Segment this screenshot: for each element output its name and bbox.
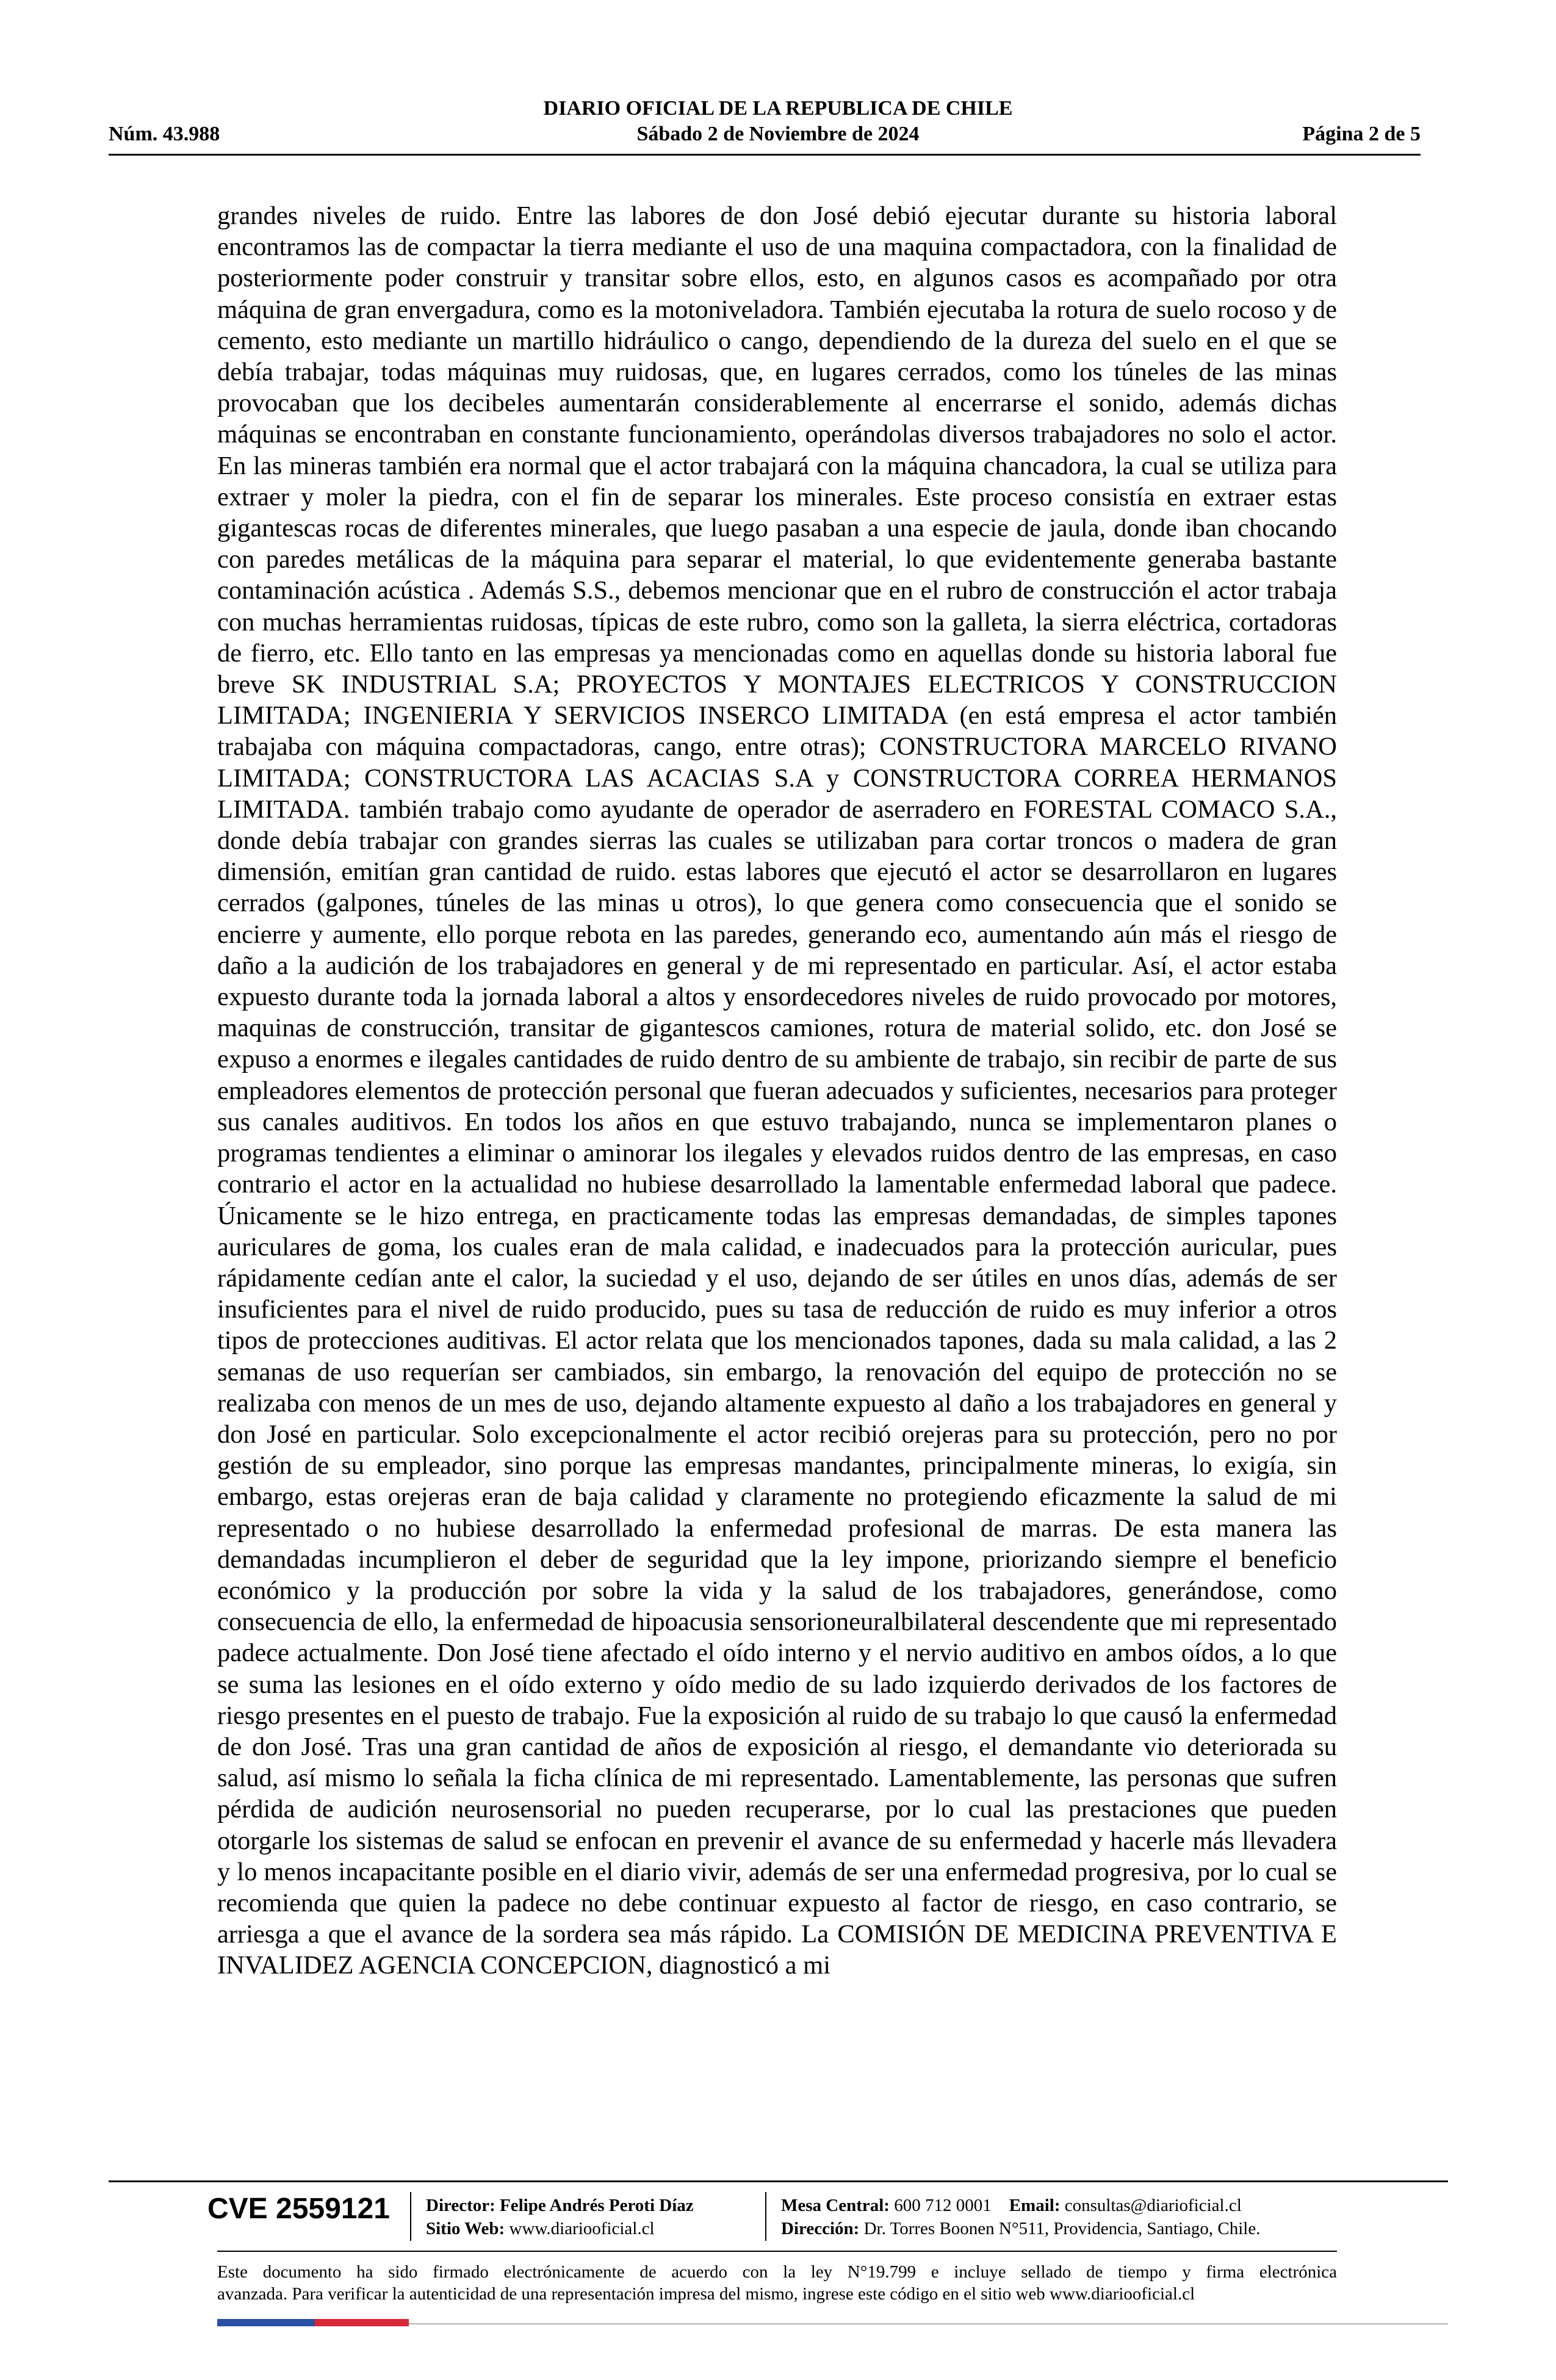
footer-website	[426, 2218, 655, 2240]
signature-notice-line1: Este documento ha sido firmado electrónicamente de acuerdo con la ley N°19.799 e incluye sellado de tiempo y firma electrónica	[217, 2262, 1337, 2282]
issue-number: Núm. 43.988	[109, 123, 220, 145]
footer-separator	[765, 2192, 766, 2241]
signature-notice-line2: avanzada. Para verificar la autenticidad de una representación impresa del mismo, ingrese este código en el sitio web www.diariooficial.cl	[217, 2284, 1195, 2304]
website-link[interactable]: www.diariooficial.cl	[509, 2219, 655, 2238]
email-link[interactable]: consultas@diarioficial.cl	[1064, 2196, 1242, 2215]
website-label: Sitio Web:	[426, 2219, 505, 2238]
page-indicator: Página 2 de 5	[1302, 123, 1421, 145]
footer-contact	[781, 2194, 1242, 2216]
director-name: Felipe Andrés Peroti Díaz	[500, 2196, 694, 2215]
address-value: Dr. Torres Boonen N°511, Providencia, Santiago, Chile.	[863, 2219, 1261, 2238]
header-divider	[109, 154, 1421, 156]
footer-address	[781, 2218, 1260, 2240]
footer-director	[426, 2194, 694, 2216]
footer-divider-top	[109, 2180, 1448, 2182]
phone-value: 600 712 0001	[894, 2196, 992, 2215]
issue-date: Sábado 2 de Noviembre de 2024	[636, 123, 920, 145]
email-label: Email:	[1009, 2196, 1061, 2215]
newspaper-title: DIARIO OFICIAL DE LA REPUBLICA DE CHILE	[543, 97, 1013, 120]
address-label: Dirección:	[781, 2219, 860, 2238]
footer-divider-bottom	[409, 2323, 1448, 2324]
cve-code: CVE 2559121	[207, 2193, 390, 2225]
director-label: Director:	[426, 2196, 495, 2215]
body-paragraph: grandes niveles de ruido. Entre las labores de don José debió ejecutar durante su historia laboral encontramos las de compactar la tierra mediante el uso de una maquina compactadora, con la finalidad de posteriormente poder construir y transitar sobre ellos, esto, en algunos casos es acompañado por otra máquina de gran envergadura, como es la motoniveladora. También ejecutaba la rotura de suelo rocoso y de cemento, esto mediante un martillo hidráulico o cango, dependiendo de la dureza del suelo en el que se debía trabajar, todas máquinas muy ruidosas, que, en lugares cerrados, como los túneles de las minas provocaban que los decibeles aumentarán considerablemente al encerrarse el sonido, además dichas máquinas se encontraban en constante funcionamiento, operándolas diversos trabajadores no solo el actor. En las mineras también era normal que el actor trabajará con la máquina chancadora, la cual se utiliza para extraer y moler la piedra, con el fin de separar los minerales. Este proceso consistía en extraer estas gigantescas rocas de diferentes minerales, que luego pasaban a una especie de jaula, donde iban chocando con paredes metálicas de la máquina para separar el material, lo que evidentemente generaba bastante contaminación acústica . Además S.S., debemos mencionar que en el rubro de construcción el actor trabaja con muchas herramientas ruidosas, típicas de este rubro, como son la galleta, la sierra eléctrica, cortadoras de fierro, etc. Ello tanto en las empresas ya mencionadas como en aquellas donde su historia laboral fue breve SK INDUSTRIAL S.A; PROYECTOS Y MONTAJES ELECTRICOS Y CONSTRUCCION LIMITADA; INGENIERIA Y SERVICIOS INSERCO LIMITADA (en está empresa el actor también trabajaba con máquina compactadoras, cango, entre otras); CONSTRUCTORA MARCELO RIVANO LIMITADA; CONSTRUCTORA LAS ACACIAS S.A y CONSTRUCTORA CORREA HERMANOS LIMITADA. también trabajo como ayudante de operador de aserradero en FORESTAL COMACO S.A., donde debía trabajar con grandes sierras las cuales se utilizaban para cortar troncos o madera de gran dimensión, emitían gran cantidad de ruido. estas labores que ejecutó el actor se desarrollaron en lugares cerrados (galpones, túneles de las minas u otros), lo que genera como consecuencia que el sonido se encierre y aumente, ello porque rebota en las paredes, generando eco, aumentando aún más el riesgo de daño a la audición de los trabajadores en general y de mi representado en particular. Así, el actor estaba expuesto durante toda la jornada laboral a altos y ensordecedores niveles de ruido provocado por motores, maquinas de construcción, transitar de gigantescos camiones, rotura de material solido, etc. don José se expuso a enormes e ilegales cantidades de ruido dentro de su ambiente de trabajo, sin recibir de parte de sus empleadores elementos de protección personal que fueran adecuados y suficientes, necesarios para proteger sus canales auditivos. En todos los años en que estuvo trabajando, nunca se implementaron planes o programas tendientes a eliminar o aminorar los ilegales y elevados ruidos dentro de las empresas, en caso contrario el actor en la actualidad no hubiese desarrollado la lamentable enfermedad laboral que padece. Únicamente se le hizo entrega, en practicamente todas las empresas demandadas, de simples tapones auriculares de goma, los cuales eran de mala calidad, e inadecuados para la protección auricular, pues rápidamente cedían ante el calor, la suciedad y el uso, dejando de ser útiles en unos días, además de ser insuficientes para el nivel de ruido producido, pues su tasa de reducción de ruido es muy inferior a otros tipos de protecciones auditivas. El actor relata que los mencionados tapones, dada su mala calidad, a las 2 semanas de uso requerían ser cambiados, sin embargo, la renovación del equipo de protección no se realizaba con menos de un mes de uso, dejando altamente expuesto al daño a los trabajadores en general y don José en particular. Solo excepcionalmente el actor recibió orejeras para su protección, pero no por gestión de su empleador, sino porque las empresas mandantes, principalmente mineras, lo exigía, sin embargo, estas orejeras eran de baja calidad y claramente no protegiendo eficazmente la salud de mi representado o no hubiese desarrollado la enfermedad profesional de marras. De esta manera las demandadas incumplieron el deber de seguridad que la ley impone, priorizando siempre el beneficio económico y la producción por sobre la vida y la salud de los trabajadores, generándose, como consecuencia de ello, la enfermedad de hipoacusia sensorioneuralbilateral descendente que mi representado padece actualmente. Don José tiene afectado el oído interno y el nervio auditivo en ambos oídos, a lo que se suma las lesiones en el oído externo y oído medio de su lado izquierdo derivados de los factores de riesgo presentes en el puesto de trabajo. Fue la exposición al ruido de su trabajo lo que causó la enfermedad de don José. Tras una gran cantidad de años de exposición al riesgo, el demandante vio deteriorada su salud, así mismo lo señala la ficha clínica de mi representado. Lamentablemente, las personas que sufren pérdida de audición neurosensorial no pueden recuperarse, por lo cual las prestaciones que pueden otorgarle los sistemas de salud se enfocan en prevenir el avance de su enfermedad y hacerle más llevadera y lo menos incapacitante posible en el diario vivir, además de ser una enfermedad progresiva, por lo cual se recomienda que quien la padece no debe continuar expuesto al factor de riesgo, en caso contrario, se arriesga a que el avance de la sordera sea más rápido. La COMISIÓN DE MEDICINA PREVENTIVA E INVALIDEZ AGENCIA CONCEPCION, diagnosticó a mi	[217, 201, 1337, 1980]
footer-divider-mid	[217, 2251, 1337, 2252]
footer-separator	[410, 2192, 411, 2241]
flag-bar-red	[315, 2319, 409, 2326]
flag-bar-blue	[217, 2319, 315, 2326]
phone-label: Mesa Central:	[781, 2196, 890, 2215]
